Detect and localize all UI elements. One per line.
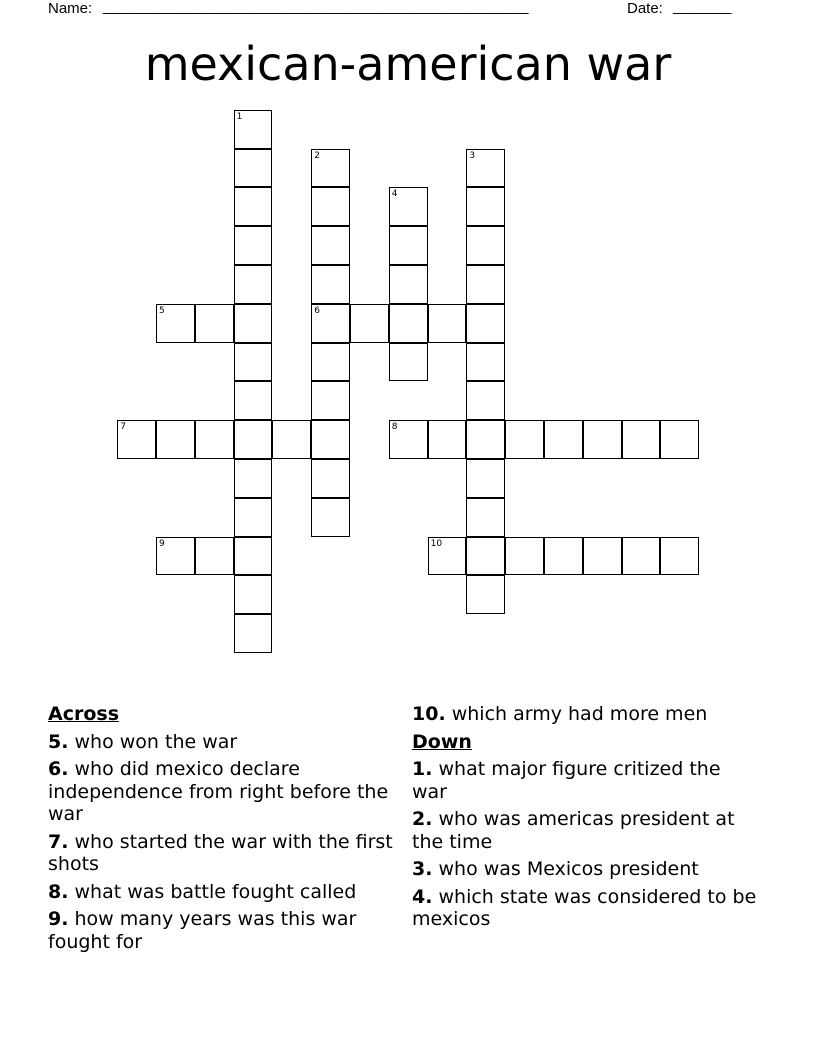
- grid-cell[interactable]: [466, 498, 505, 537]
- clue-across-10: 10. which army had more men: [412, 703, 708, 725]
- across-heading: Across: [48, 703, 120, 725]
- grid-cell[interactable]: [195, 420, 234, 459]
- grid-cell[interactable]: [234, 304, 273, 343]
- clue-across-9: 9. how many years was this war fought for: [48, 908, 357, 953]
- cell-number: 10: [430, 538, 443, 549]
- grid-cell[interactable]: [544, 420, 583, 459]
- grid-cell[interactable]: [389, 420, 428, 459]
- grid-cell[interactable]: [466, 575, 505, 614]
- grid-cell[interactable]: [544, 537, 583, 576]
- grid-cell[interactable]: [466, 187, 505, 226]
- cell-number: 6: [314, 305, 320, 316]
- grid-cell[interactable]: [466, 343, 505, 382]
- date-label: Date:: [627, 0, 668, 17]
- grid-cell[interactable]: [234, 343, 273, 382]
- down-heading: Down: [412, 730, 472, 753]
- grid-cell[interactable]: [156, 420, 195, 459]
- cell-number: 2: [314, 150, 320, 161]
- grid-cell[interactable]: [466, 149, 505, 188]
- clue-across-8: 8. what was battle fought called: [48, 880, 357, 903]
- grid-cell[interactable]: [389, 343, 428, 382]
- cell-number: 5: [159, 305, 165, 316]
- grid-cell[interactable]: [117, 420, 156, 459]
- grid-cell[interactable]: [311, 265, 350, 304]
- grid-cell[interactable]: [660, 537, 699, 576]
- grid-cell[interactable]: [622, 537, 661, 576]
- clue-down-4: 4. which state was considered to be mexicos: [412, 885, 757, 930]
- grid-cell[interactable]: [428, 420, 467, 459]
- clue-across-5: 5. who won the war: [48, 730, 238, 753]
- grid-cell[interactable]: [272, 420, 311, 459]
- clue-across-6: 6. who did mexico declare independence from right before the war: [48, 758, 389, 825]
- grid-cell[interactable]: [311, 498, 350, 537]
- grid-cell[interactable]: [466, 420, 505, 459]
- grid-cell[interactable]: [234, 381, 273, 420]
- name-blank[interactable]: ___________________________________________________: [103, 0, 529, 15]
- clue-across-7: 7. who started the war with the first shots: [48, 830, 393, 875]
- clue-down-3: 3. who was Mexicos president: [412, 858, 699, 880]
- grid-cell[interactable]: [311, 381, 350, 420]
- grid-cell[interactable]: [389, 187, 428, 226]
- grid-cell[interactable]: [389, 265, 428, 304]
- grid-cell[interactable]: [466, 381, 505, 420]
- grid-cell[interactable]: [311, 420, 350, 459]
- grid-cell[interactable]: [195, 537, 234, 576]
- grid-cell[interactable]: [311, 187, 350, 226]
- grid-cell[interactable]: [234, 110, 273, 149]
- grid-cell[interactable]: [660, 420, 699, 459]
- grid-cell[interactable]: [428, 537, 467, 576]
- grid-cell[interactable]: [505, 420, 544, 459]
- grid-cell[interactable]: [156, 537, 195, 576]
- grid-cell[interactable]: [234, 420, 273, 459]
- grid-cell[interactable]: [234, 537, 273, 576]
- cell-number: 3: [469, 150, 476, 161]
- clue-down-1: 1. what major figure critized the war: [412, 758, 721, 803]
- cell-number: 7: [120, 422, 126, 433]
- right-clue-column: [412, 703, 757, 936]
- grid-cell[interactable]: [311, 226, 350, 265]
- grid-cell[interactable]: [466, 304, 505, 343]
- grid-cell[interactable]: [311, 304, 350, 343]
- grid-cell[interactable]: [466, 226, 505, 265]
- grid-cell[interactable]: [466, 459, 505, 498]
- grid-cell[interactable]: [311, 149, 350, 188]
- grid-cell[interactable]: [311, 343, 350, 382]
- cell-number: 4: [391, 189, 398, 200]
- grid-cell[interactable]: [466, 265, 505, 304]
- date-blank[interactable]: _______: [673, 0, 732, 15]
- grid-cell[interactable]: [505, 537, 544, 576]
- grid-cell[interactable]: [195, 304, 234, 343]
- clue-down-2: 2. who was americas president at the time: [412, 808, 735, 853]
- grid-cell[interactable]: [234, 226, 273, 265]
- grid-cell[interactable]: [389, 226, 428, 265]
- grid-cell[interactable]: [234, 187, 273, 226]
- cell-number: 1: [236, 111, 243, 122]
- grid-cell[interactable]: [583, 420, 622, 459]
- grid-cell[interactable]: [350, 304, 389, 343]
- grid-cell[interactable]: [311, 459, 350, 498]
- worksheet-header: [0, 0, 816, 20]
- name-label: Name:: [48, 0, 97, 17]
- grid-cell[interactable]: [234, 459, 273, 498]
- grid-cell[interactable]: [234, 575, 273, 614]
- grid-cell[interactable]: [622, 420, 661, 459]
- grid-cell[interactable]: [156, 304, 195, 343]
- grid-cell[interactable]: [234, 149, 273, 188]
- cell-number: 8: [391, 422, 398, 433]
- cell-number: 9: [159, 538, 165, 549]
- grid-cell[interactable]: [466, 537, 505, 576]
- grid-cell[interactable]: [234, 265, 273, 304]
- grid-cell[interactable]: [428, 304, 467, 343]
- grid-cell[interactable]: [234, 498, 273, 537]
- grid-cell[interactable]: [583, 537, 622, 576]
- grid-cell[interactable]: [389, 304, 428, 343]
- page-title: mexican-american war: [144, 37, 672, 91]
- grid-cell[interactable]: [234, 614, 273, 653]
- across-clues: [48, 703, 393, 958]
